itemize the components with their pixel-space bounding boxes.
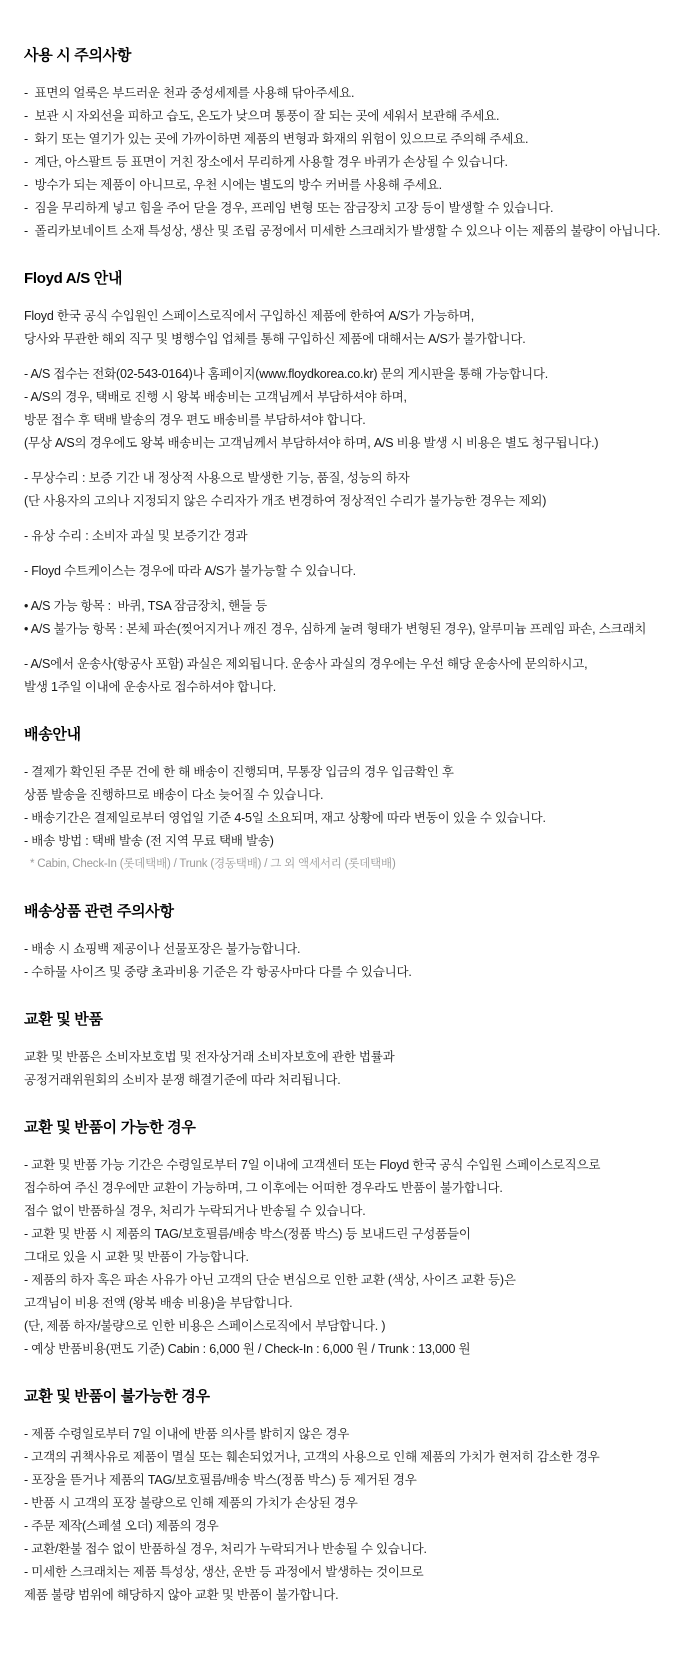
policy-text-line: - 표면의 얼룩은 부드러운 천과 중성세제를 사용해 닦아주세요.	[24, 86, 355, 100]
policy-paragraph	[24, 467, 676, 513]
policy-text-line: - 포장을 뜯거나 제품의 TAG/보호필름/배송 박스(정품 박스) 등 제거된 경우	[24, 1473, 417, 1487]
policy-text-line: - A/S 접수는 전화(02-543-0164)나 홈페이지(www.floydkorea.co.kr) 문의 게시판을 통해 가능합니다.	[24, 367, 549, 381]
policy-text-line: - 제품 수령일로부터 7일 이내에 반품 의사를 밝히지 않은 경우	[24, 1427, 350, 1441]
policy-text-line: 방문 접수 후 택배 발송의 경우 편도 배송비를 부담하셔야 합니다.	[24, 413, 366, 427]
policy-text-line: - Floyd 수트케이스는 경우에 따라 A/S가 불가능할 수 있습니다.	[24, 564, 356, 578]
policy-text-line: - 반품 시 고객의 포장 불량으로 인해 제품의 가치가 손상된 경우	[24, 1496, 358, 1510]
policy-section	[24, 271, 676, 699]
policy-text-line: - 교환 및 반품 가능 기간은 수령일로부터 7일 이내에 고객센터 또는 Floyd 한국 공식 수입원 스페이스로직으로	[24, 1158, 601, 1172]
policy-paragraph	[24, 653, 676, 699]
policy-text-line: - 결제가 확인된 주문 건에 한 해 배송이 진행되며, 무통장 입금의 경우 입금확인 후	[24, 765, 454, 779]
policy-text-line: - 배송 방법 : 택배 발송 (전 지역 무료 택배 발송)	[24, 834, 274, 848]
section-heading: 교환 및 반품이 가능한 경우	[24, 1119, 196, 1136]
policy-text-line: - 미세한 스크래치는 제품 특성상, 생산, 운반 등 과정에서 발생하는 것이므로	[24, 1565, 424, 1579]
section-heading: 교환 및 반품	[24, 1011, 103, 1028]
policy-paragraph	[24, 1423, 676, 1607]
policy-text-line: 당사와 무관한 해외 직구 및 병행수입 업체를 통해 구입하신 제품에 대해서는 A/S가 불가합니다.	[24, 332, 526, 346]
shipping-carrier-note: * Cabin, Check-In (롯데택배) / Trunk (경동택배) / 그 외 액세서리 (롯데택배)	[30, 858, 396, 870]
policy-paragraph	[24, 1046, 676, 1092]
policy-text-line: 상품 발송을 진행하므로 배송이 다소 늦어질 수 있습니다.	[24, 788, 324, 802]
policy-text-line: - 주문 제작(스페셜 오더) 제품의 경우	[24, 1519, 219, 1533]
policy-text-line: - 고객의 귀책사유로 제품이 멸실 또는 훼손되었거나, 고객의 사용으로 인해 제품의 가치가 현저히 감소한 경우	[24, 1450, 600, 1464]
policy-section	[24, 727, 676, 876]
policy-text-line: - 교환/환불 접수 없이 반품하실 경우, 처리가 누락되거나 반송될 수 있습니다.	[24, 1542, 427, 1556]
policy-text-line: - 보관 시 자외선을 피하고 습도, 온도가 낮으며 통풍이 잘 되는 곳에 세워서 보관해 주세요.	[24, 109, 500, 123]
policy-section	[24, 1012, 676, 1092]
policy-section	[24, 904, 676, 984]
policy-text-line: - 방수가 되는 제품이 아니므로, 우천 시에는 별도의 방수 커버를 사용해 주세요.	[24, 178, 442, 192]
policy-section	[24, 1389, 676, 1607]
policy-sections-container	[24, 48, 676, 1607]
policy-paragraph	[24, 1154, 676, 1361]
section-heading: 교환 및 반품이 불가능한 경우	[24, 1388, 210, 1405]
policy-paragraph	[24, 560, 676, 583]
section-heading: 배송상품 관련 주의사항	[24, 903, 174, 920]
policy-text-line: • A/S 가능 항목 : 바퀴, TSA 잠금장치, 핸들 등	[24, 599, 267, 613]
policy-text-line: - 유상 수리 : 소비자 과실 및 보증기간 경과	[24, 529, 248, 543]
policy-text-line: (단 사용자의 고의나 지정되지 않은 수리자가 개조 변경하여 정상적인 수리가 불가능한 경우는 제외)	[24, 494, 547, 508]
policy-text-line: - 배송 시 쇼핑백 제공이나 선물포장은 불가능합니다.	[24, 942, 301, 956]
policy-text-line: - 화기 또는 열기가 있는 곳에 가까이하면 제품의 변형과 화재의 위험이 있으므로 주의해 주세요.	[24, 132, 529, 146]
section-heading: 배송안내	[24, 726, 81, 743]
policy-paragraph	[24, 595, 676, 641]
policy-section	[24, 1120, 676, 1361]
policy-paragraph	[24, 938, 676, 984]
policy-text-line: - 계단, 아스팔트 등 표면이 거친 장소에서 무리하게 사용할 경우 바퀴가 손상될 수 있습니다.	[24, 155, 508, 169]
policy-text-line: (단, 제품 하자/불량으로 인한 비용은 스페이스로직에서 부담합니다. )	[24, 1319, 386, 1333]
policy-text-line: - 예상 반품비용(편도 기준) Cabin : 6,000 원 / Check-In : 6,000 원 / Trunk : 13,000 원	[24, 1342, 471, 1356]
policy-text-line: 교환 및 반품은 소비자보호법 및 전자상거래 소비자보호에 관한 법률과	[24, 1050, 395, 1064]
policy-paragraph	[24, 363, 676, 455]
policy-text-line: - 짐을 무리하게 넣고 힘을 주어 닫을 경우, 프레임 변형 또는 잠금장치 고장 등이 발생할 수 있습니다.	[24, 201, 554, 215]
policy-text-line: 공정거래위원회의 소비자 분쟁 해결기준에 따라 처리됩니다.	[24, 1073, 341, 1087]
policy-paragraph	[24, 761, 676, 876]
policy-paragraph	[24, 305, 676, 351]
policy-text-line: 접수 없이 반품하실 경우, 처리가 누락되거나 반송될 수 있습니다.	[24, 1204, 366, 1218]
policy-text-line: 제품 불량 범위에 해당하지 않아 교환 및 반품이 불가합니다.	[24, 1588, 339, 1602]
policy-section	[24, 48, 676, 243]
policy-text-line: - 제품의 하자 혹은 파손 사유가 아닌 고객의 단순 변심으로 인한 교환 (색상, 사이즈 교환 등)은	[24, 1273, 516, 1287]
policy-text-line: - 무상수리 : 보증 기간 내 정상적 사용으로 발생한 기능, 품질, 성능의 하자	[24, 471, 410, 485]
policy-text-line: - 폴리카보네이트 소재 특성상, 생산 및 조립 공정에서 미세한 스크래치가 발생할 수 있으나 이는 제품의 불량이 아닙니다.	[24, 224, 661, 238]
policy-text-line: • A/S 불가능 항목 : 본체 파손(찢어지거나 깨진 경우, 심하게 눌려 형태가 변형된 경우), 알루미늄 프레임 파손, 스크래치	[24, 622, 647, 636]
policy-paragraph	[24, 525, 676, 548]
policy-text-line: 발생 1주일 이내에 운송사로 접수하셔야 합니다.	[24, 680, 277, 694]
section-heading: Floyd A/S 안내	[24, 270, 123, 287]
policy-text-line: - 교환 및 반품 시 제품의 TAG/보호필름/배송 박스(정품 박스) 등 보내드린 구성품들이	[24, 1227, 471, 1241]
policy-text-line: 고객님이 비용 전액 (왕복 배송 비용)을 부담합니다.	[24, 1296, 293, 1310]
policy-text-line: 그대로 있을 시 교환 및 반품이 가능합니다.	[24, 1250, 249, 1264]
section-heading: 사용 시 주의사항	[24, 47, 132, 64]
policy-text-line: - A/S의 경우, 택배로 진행 시 왕복 배송비는 고객님께서 부담하셔야 하며,	[24, 390, 407, 404]
policy-text-line: - 수하물 사이즈 및 중량 초과비용 기준은 각 항공사마다 다를 수 있습니다.	[24, 965, 412, 979]
policy-text-line: - 배송기간은 결제일로부터 영업일 기준 4-5일 소요되며, 재고 상황에 따라 변동이 있을 수 있습니다.	[24, 811, 546, 825]
policy-text-line: Floyd 한국 공식 수입원인 스페이스로직에서 구입하신 제품에 한하여 A/S가 가능하며,	[24, 309, 474, 323]
policy-paragraph	[24, 82, 676, 243]
policy-text-line: (무상 A/S의 경우에도 왕복 배송비는 고객님께서 부담하셔야 하며, A/S 비용 발생 시 비용은 별도 청구됩니다.)	[24, 436, 599, 450]
policy-text-line: 접수하여 주신 경우에만 교환이 가능하며, 그 이후에는 어떠한 경우라도 반품이 불가합니다.	[24, 1181, 503, 1195]
policy-text-line: - A/S에서 운송사(항공사 포함) 과실은 제외됩니다. 운송사 과실의 경우에는 우선 해당 운송사에 문의하시고,	[24, 657, 588, 671]
